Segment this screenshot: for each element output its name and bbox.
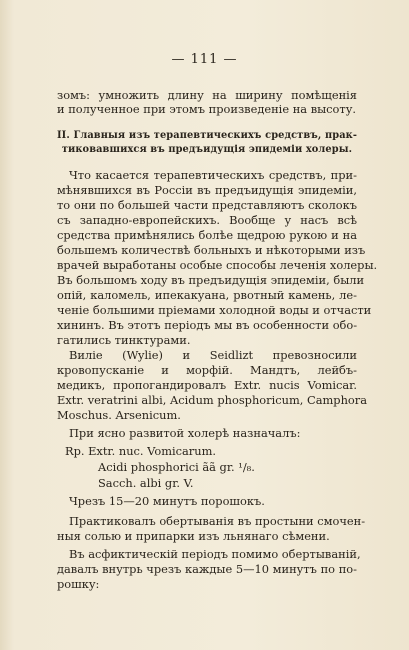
text-line: Что касается терапевтическихъ средствъ, при- — [69, 168, 357, 182]
text-line: гатились тинктурами. — [57, 333, 191, 347]
text-line: Чрезъ 15—20 минутъ порошокъ. — [69, 494, 265, 508]
text-line: съ западно-европейскихъ. Вообще у насъ всѣ — [57, 213, 357, 227]
text-line: и полученное при этомъ произведеніе на высоту. — [57, 102, 357, 116]
section-heading: II. Главныя изъ терапевтическихъ средствъ, прак- — [57, 130, 357, 141]
text-line: рошку: — [57, 577, 100, 591]
text-line: ныя солью и припарки изъ льнянаго сѣмени. — [57, 529, 330, 543]
text-line: опій, каломель, ипекакуана, рвотный камень, ле- — [57, 288, 357, 302]
text-line: кровопусканіе и морфій. Мандтъ, лейбъ- — [57, 363, 357, 377]
text-line: Extr. veratrini albi, Acidum phosphoricum, Camphora — [57, 393, 368, 407]
text-line: врачей выработаны особые способы леченія холеры. — [57, 258, 378, 272]
text-line: Moschus. Arsenicum. — [57, 408, 181, 422]
text-line: большемъ количествѣ больныхъ и нѣкоторыми изъ — [57, 243, 366, 257]
prescription-line: Acidi phosphorici ãã gr. ¹/₈. — [98, 460, 255, 474]
page-number: — 111 — — [171, 52, 238, 67]
text-line: медикъ, пропогандировалъ Extr. nucis Vomicar. — [57, 378, 357, 392]
text-line: При ясно развитой холерѣ назначалъ: — [69, 426, 301, 440]
text-line: Виліе (Wylie) и Seidlizt превозносили — [69, 348, 357, 362]
text-line: ченіе большими пріемами холодной воды и отчасти — [57, 303, 372, 317]
prescription-line: Rp. Extr. nuc. Vomicarum. — [65, 444, 217, 458]
text-line: хининъ. Въ этотъ періодъ мы въ особенности обо- — [57, 318, 358, 332]
text-line: Практиковалъ обертыванія въ простыни смочен- — [69, 514, 366, 528]
text-line: зомъ: умножить длину на ширину помѣщенія — [57, 88, 357, 102]
text-line: то они по большей части представляютъ сколокъ — [57, 198, 357, 212]
section-heading: тиковавшихся въ предъидущія эпидеміи холеры. — [61, 144, 353, 155]
prescription-line: Sacch. albi gr. V. — [98, 476, 194, 490]
text-line: мѣнявшихся въ Россіи въ предъидущія эпидеміи, — [57, 183, 357, 197]
text-line: давалъ внутрь чрезъ каждые 5—10 минутъ по по- — [57, 562, 357, 576]
text-line: Въ асфиктическій періодъ помимо обертываній, — [69, 547, 361, 561]
text-line: Въ большомъ ходу въ предъидущія эпидеміи, были — [57, 273, 365, 287]
text-line: средства примѣнялись болѣе щедрою рукою и на — [57, 228, 357, 242]
